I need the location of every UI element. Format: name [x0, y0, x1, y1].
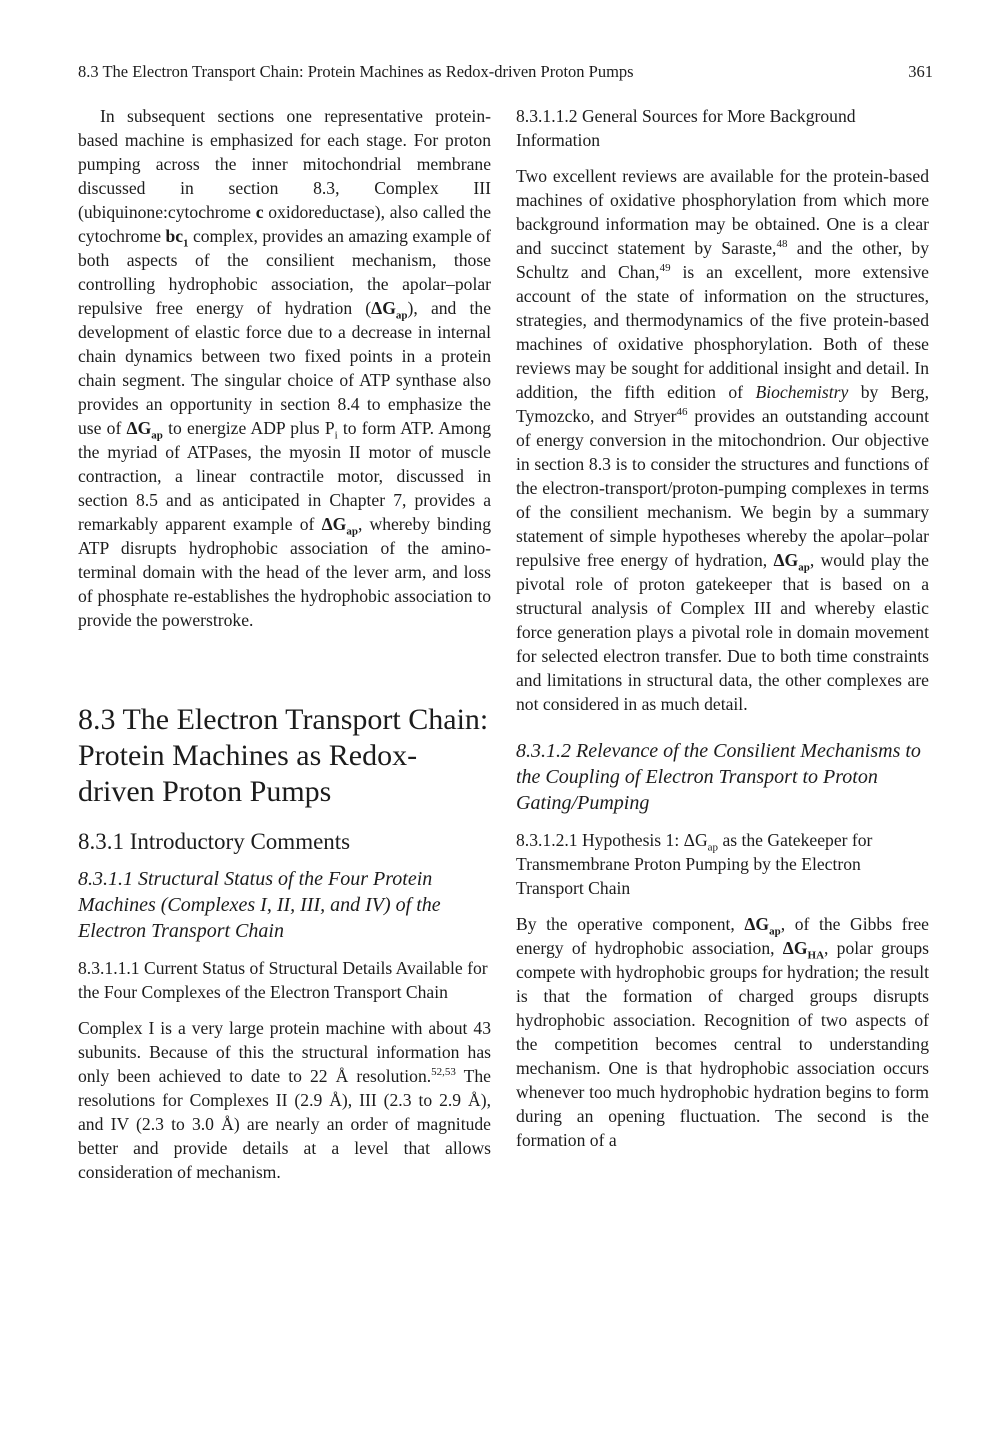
subscript: ap — [707, 841, 719, 854]
heading-8-3-1-1: 8.3.1.1 Structural Status of the Four Protein Machines (Complexes I, II, III, and IV) of the Electron Transport Chain — [78, 868, 441, 942]
running-title: 8.3 The Electron Transport Chain: Protein Machines as Redox-driven Proton Pumps — [78, 62, 634, 81]
citation: 52,53 — [431, 1066, 456, 1079]
text-run: , polar groups compete with hydrophobic groups for hydration; the result is that the formation of charged groups disrupts hydrophobic association. Recognition of two aspects of the competition becomes central to understanding mechanism. One is that hydrophobic association occurs whenever too much hydrophobic hydration begins to form during an opening fluctuation. The second is the formation of a — [516, 938, 929, 1150]
citation: 49 — [659, 262, 671, 275]
subscript: 1 — [183, 237, 189, 250]
text-run: 8.3.1.2.1 Hypothesis 1: ΔG — [516, 830, 708, 850]
subscript: ap — [769, 925, 781, 938]
text-run: provides an outstanding account of energy conversion in the mitochondrion. Our objective in section 8.3 is to consider the structures and functions of the electron-transport/proton-pumping complexes in terms of the consilient mechanism. We begin by a summary statement of simple hypotheses whereby the apolar–polar repulsive free energy of hydration, — [516, 406, 929, 570]
page-number: 361 — [908, 62, 933, 81]
book-title: Biochemistry — [755, 382, 849, 402]
symbol: ΔG — [773, 550, 799, 570]
text-run: as the Gatekeeper for Transmembrane Proton Pumping by the Electron Transport Chain — [516, 830, 873, 898]
symbol: ΔG — [371, 298, 396, 318]
text-run: ), and the development of elastic force due to a decrease in internal chain dynamics between two fixed points in a protein chain segment. The singular choice of ATP synthase also provides an opportunity in section 8.4 to emphasize the use of — [78, 298, 492, 438]
symbol: ΔG — [321, 514, 347, 534]
paragraph-sources — [516, 164, 929, 716]
text-run: complex, provides an amazing example of both aspects of the consilient mechanism, those controlling hydrophobic association, the apolar–polar repulsive free energy of hydration ( — [78, 226, 491, 318]
subscript: ap — [151, 429, 163, 442]
text-run: , of the Gibbs free energy of hydrophobic association, — [516, 914, 929, 958]
section-heading-8-3: 8.3 The Electron Transport Chain: Protein Machines as Redox-driven Proton Pumps — [78, 703, 489, 808]
text-run: By the operative component, — [516, 914, 745, 934]
left-column — [78, 104, 491, 1184]
text-run: bc — [165, 226, 184, 246]
heading-8-3-1-2: 8.3.1.2 Relevance of the Consilient Mechanisms to the Coupling of Electron Transport to Proton Gating/Pumping — [516, 740, 921, 814]
right-column — [516, 104, 929, 1152]
text-run: The resolutions for Complexes II (2.9 Å), III (2.3 to 2.9 Å), and IV (2.3 to 3.0 Å) are nearly an order of magnitude better and provide details at a level that allows consideration of mechanism. — [78, 1066, 491, 1182]
subscript: ap — [798, 561, 810, 574]
subscript: ap — [395, 309, 408, 322]
symbol: ΔG — [744, 914, 770, 934]
subscript: HA — [807, 949, 825, 962]
text-run: , whereby binding ATP disrupts hydrophobic association of the amino-terminal domain with the head of the lever arm, and loss of phosphate re-establishes the hydrophobic association to provide the powerstroke. — [78, 514, 491, 630]
symbol: ΔG — [782, 938, 808, 958]
subscript: i — [334, 429, 338, 442]
paragraph-complex-i — [78, 1016, 491, 1184]
subscript: ap — [346, 525, 358, 538]
paragraph-hypothesis-1 — [516, 912, 929, 1152]
heading-8-3-1-2-1 — [516, 828, 929, 900]
heading-8-3-1-1-1: 8.3.1.1.1 Current Status of Structural Details Available for the Four Complexes of the Electron Transport Chain — [78, 958, 488, 1002]
text-run: In subsequent sections one representative protein-based machine is emphasized for each stage. For proton pumping across the inner mitochondrial membrane discussed in section 8.3, Complex III (ubiquinone:cytochrome — [78, 106, 491, 222]
text-run: Complex I is a very large protein machine with about 43 subunits. Because of this the structural information has only been achieved to date to 22 Å resolution. — [78, 1018, 491, 1086]
paragraph-intro — [78, 104, 491, 632]
text-run: to energize ADP plus P — [162, 418, 335, 438]
symbol: ΔG — [126, 418, 152, 438]
text-run: by Berg, Tymozcko, and Stryer — [516, 382, 930, 426]
heading-8-3-1-1-2: 8.3.1.1.2 General Sources for More Background Information — [516, 106, 856, 150]
text-run: Two excellent reviews are available for the protein-based machines of oxidative phosphorylation from which more background information may be obtained. One is a clear and succinct statement by Saraste, — [516, 166, 929, 258]
text-run: oxidoreductase), also called the cytochrome — [78, 202, 491, 246]
heading-8-3-1: 8.3.1 Introductory Comments — [78, 829, 351, 854]
citation: 48 — [776, 238, 788, 251]
text-run: to form ATP. Among the myriad of ATPases, the myosin II motor of muscle contraction, a linear contractile motor, discussed in section 8.5 and as anticipated in Chapter 7, provides a remarkably apparent example of — [78, 418, 491, 534]
text-run: is an excellent, more extensive account of the state of information on the structures, strategies, and thermodynamics of the five protein-based machines of oxidative phosphorylation. Both of these reviews may be sought for additional insight and detail. In addition, the fifth edition of — [516, 262, 929, 402]
text-run: and the other, by Schultz and Chan, — [516, 238, 929, 282]
text-run: , would play the pivotal role of proton gatekeeper that is based on a structural analysis of Complex III and whereby elastic force generation plays a pivotal role in domain movement for selected electron transfer. Due to both time constraints and limitations in structural data, the other complexes are not considered in as much detail. — [516, 550, 929, 714]
running-header — [78, 60, 933, 84]
text-run: c — [255, 202, 264, 222]
citation: 46 — [676, 406, 688, 419]
